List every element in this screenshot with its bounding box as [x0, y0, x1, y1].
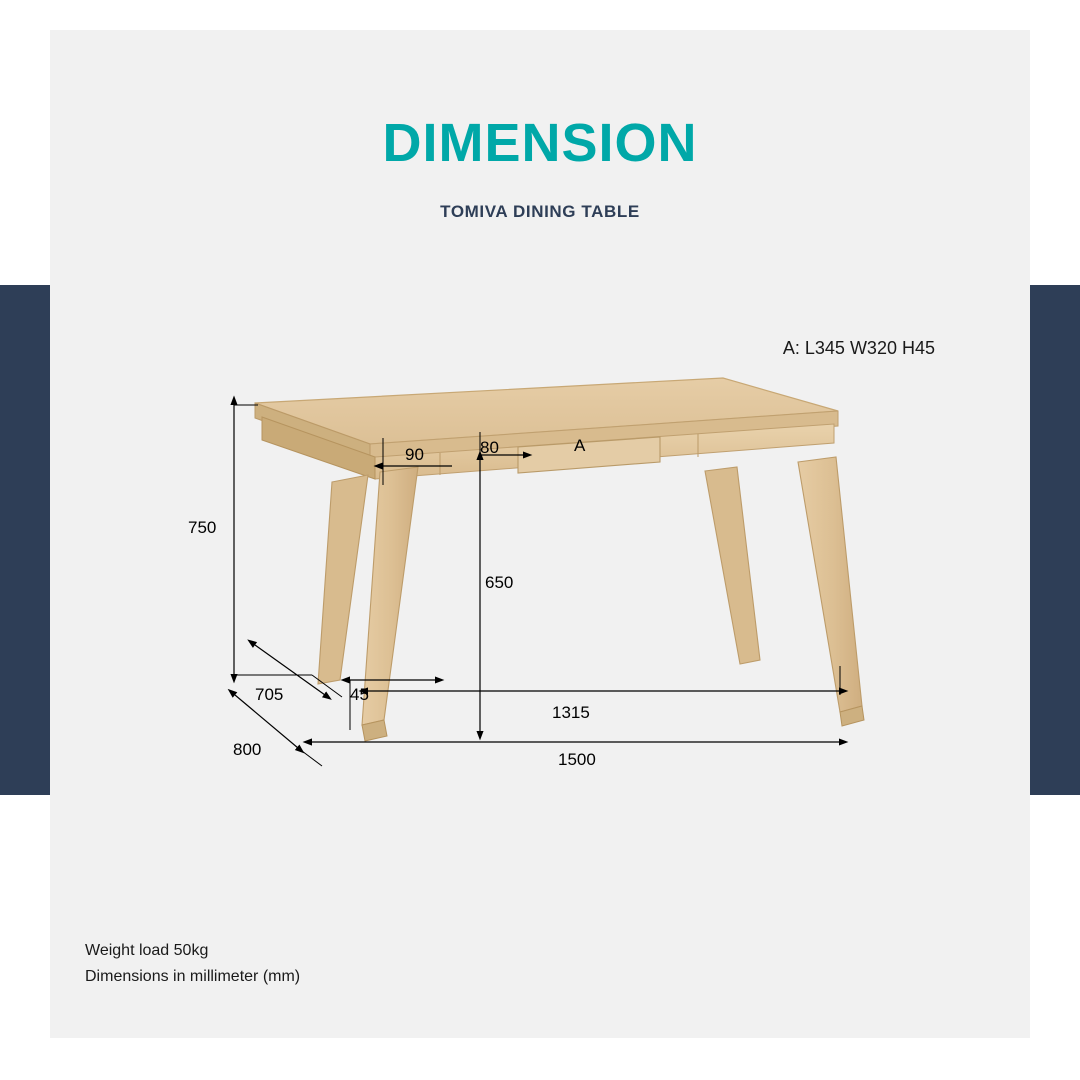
dim-label-750: 750 — [188, 518, 217, 537]
leg-back-left — [318, 475, 368, 684]
dim-label-1315: 1315 — [552, 703, 590, 722]
page-title: DIMENSION — [382, 113, 698, 173]
spec-sheet — [50, 30, 1030, 1038]
right-accent-band — [1030, 285, 1080, 795]
dim-label-45: 45 — [350, 685, 369, 704]
dim-label-1500: 1500 — [558, 750, 596, 769]
dim-label-650: 650 — [485, 573, 514, 592]
part-a-marker: A — [574, 436, 586, 455]
product-name: TOMIVA DINING TABLE — [440, 202, 640, 221]
table-technical-drawing — [50, 30, 1030, 1038]
dim-label-90: 90 — [405, 445, 424, 464]
left-accent-band — [0, 285, 50, 795]
leg-back-right — [705, 467, 760, 664]
dim-label-705: 705 — [255, 685, 284, 704]
part-a-note: A: L345 W320 H45 — [782, 338, 935, 358]
leg-front-right — [798, 457, 864, 726]
leg-front-left — [362, 467, 418, 741]
footer-line-units: Dimensions in millimeter (mm) — [85, 968, 301, 985]
dim-label-80: 80 — [480, 438, 499, 457]
footer-line-weight: Weight load 50kg — [85, 942, 209, 959]
footer-notes — [85, 938, 300, 990]
dim-label-800: 800 — [233, 740, 262, 759]
